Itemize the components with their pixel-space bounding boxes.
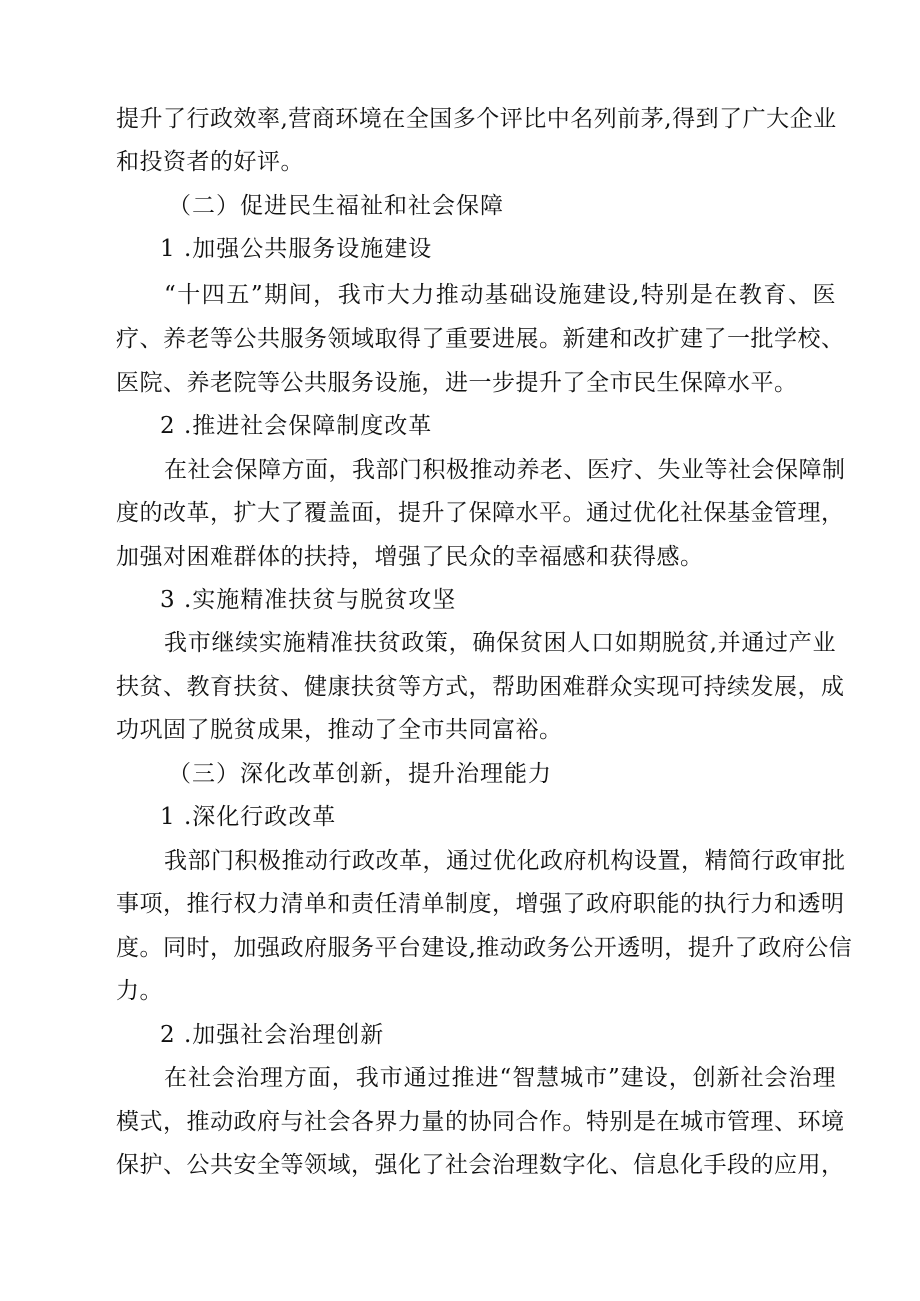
paragraph-line: 保护、公共安全等领域，强化了社会治理数字化、信息化手段的应用， [116, 1152, 845, 1178]
subsection-heading: 3 .实施精准扶贫与脱贫攻坚 [160, 587, 457, 613]
paragraph-line: 力。 [116, 978, 163, 1004]
subsection-heading: 1 .深化行政改革 [160, 804, 337, 830]
paragraph-line: 疗、养老等公共服务领域取得了重要进展。新建和改扩建了一批学校、 [116, 326, 845, 352]
paragraph-line: 功巩固了脱贫成果，推动了全市共同富裕。 [116, 717, 563, 743]
paragraph-line: 在社会治理方面，我市通过推进“智慧城市”建设，创新社会治理 [164, 1065, 836, 1091]
paragraph-line: 扶贫、教育扶贫、健康扶贫等方式，帮助困难群众实现可持续发展，成 [116, 674, 845, 700]
paragraph-line: 度。同时，加强政府服务平台建设,推动政务公开透明，提升了政府公信 [116, 935, 853, 961]
paragraph-line: 度的改革，扩大了覆盖面，提升了保障水平。通过优化社保基金管理， [116, 500, 845, 526]
section-heading: （三）深化改革创新，提升治理能力 [168, 761, 552, 787]
subsection-heading: 2 .推进社会保障制度改革 [160, 413, 433, 439]
paragraph-line: 和投资者的好评。 [116, 149, 304, 175]
paragraph-line: 加强对困难群体的扶持，增强了民众的幸福感和获得感。 [116, 544, 704, 570]
subsection-heading: 2 .加强社会治理创新 [160, 1022, 385, 1048]
paragraph-line: 提升了行政效率,营商环境在全国多个评比中名列前茅,得到了广大企业 [116, 106, 837, 132]
paragraph-line: 模式，推动政府与社会各界力量的协同合作。特别是在城市管理、环境 [116, 1109, 845, 1135]
paragraph-line: 在社会保障方面，我部门积极推动养老、医疗、失业等社会保障制 [164, 457, 846, 483]
paragraph-line: 医院、养老院等公共服务设施，进一步提升了全市民生保障水平。 [116, 370, 798, 396]
paragraph-line: 事项，推行权力清单和责任清单制度，增强了政府职能的执行力和透明 [116, 891, 845, 917]
paragraph-line: 我部门积极推动行政改革，通过优化政府机构设置，精简行政审批 [164, 848, 846, 874]
paragraph-line: 我市继续实施精准扶贫政策，确保贫困人口如期脱贫,并通过产业 [164, 630, 836, 656]
paragraph-line: “十四五”期间，我市大力推动基础设施建设,特别是在教育、医 [164, 282, 836, 308]
section-heading: （二）促进民生福祉和社会保障 [168, 193, 504, 219]
subsection-heading: 1 .加强公共服务设施建设 [160, 236, 433, 262]
